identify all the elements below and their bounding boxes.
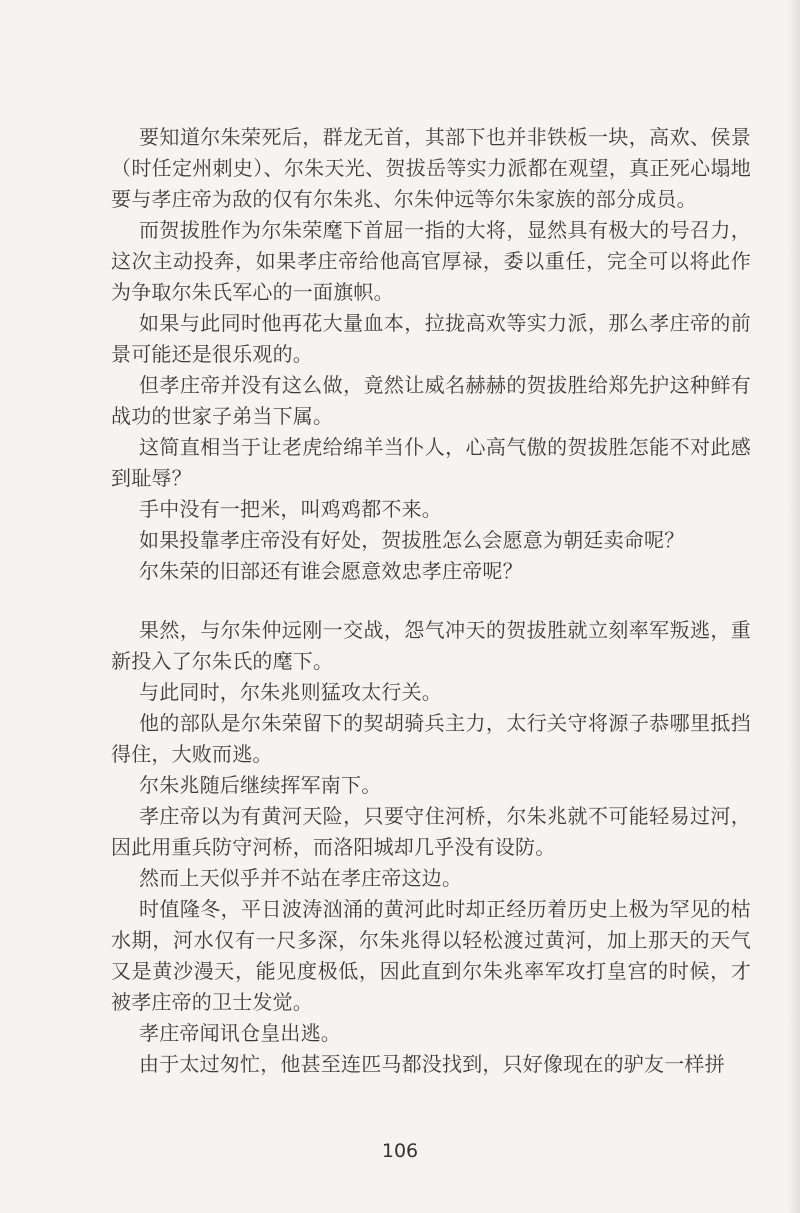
body-text — [111, 122, 751, 1080]
paragraph-6: 手中没有一把米，叫鸡鸡都不来。 — [139, 497, 442, 521]
paragraph-1: 要知道尔朱荣死后，群龙无首，其部下也并非铁板一块，高欢、侯景（时任定州刺史）、尔朱天光、贺拔岳等实力派都在观望，真正死心塌地要与孝庄帝为敌的仅有尔朱兆、尔朱仲远等尔朱家族的部分成员。 — [111, 125, 751, 211]
paragraph-16: 孝庄帝闻讯仓皇出逃。 — [139, 1021, 341, 1045]
paragraph-11: 他的部队是尔朱荣留下的契胡骑兵主力，太行关守将源子恭哪里抵挡得住，大败而逃。 — [111, 711, 751, 766]
paragraph-3: 如果与此同时他再花大量血本，拉拢高欢等实力派，那么孝庄帝的前景可能还是很乐观的。 — [111, 311, 751, 366]
paragraph-10: 与此同时，尔朱兆则猛攻太行关。 — [139, 680, 442, 704]
page-edge-shadow — [786, 0, 800, 1213]
paragraph-13: 孝庄帝以为有黄河天险，只要守住河桥，尔朱兆就不可能轻易过河，因此用重兵防守河桥，而洛阳城却几乎没有设防。 — [111, 804, 751, 859]
paragraph-2: 而贺拔胜作为尔朱荣麾下首屈一指的大将，显然具有极大的号召力，这次主动投奔，如果孝庄帝给他高官厚禄，委以重任，完全可以将此作为争取尔朱氏军心的一面旗帜。 — [111, 218, 751, 304]
paragraph-12: 尔朱兆随后继续挥军南下。 — [139, 773, 382, 797]
paragraph-9: 果然，与尔朱仲远刚一交战，怨气冲天的贺拔胜就立刻率军叛逃，重新投入了尔朱氏的麾下。 — [111, 618, 751, 673]
paragraph-7: 如果投靠孝庄帝没有好处，贺拔胜怎么会愿意为朝廷卖命呢？ — [139, 528, 685, 552]
paragraph-15: 时值隆冬，平日波涛汹涌的黄河此时却正经历着历史上极为罕见的枯水期，河水仅有一尺多深，尔朱兆得以轻松渡过黄河，加上那天的天气又是黄沙漫天，能见度极低，因此直到尔朱兆率军攻打皇宫的时候，才被孝庄帝的卫士发觉。 — [111, 897, 751, 1014]
paragraph-5: 这简直相当于让老虎给绵羊当仆人，心高气傲的贺拔胜怎能不对此感到耻辱？ — [111, 435, 751, 490]
page-number: 106 — [381, 1140, 419, 1162]
paragraph-4: 但孝庄帝并没有这么做，竟然让威名赫赫的贺拔胜给郑先护这种鲜有战功的世家子弟当下属。 — [111, 373, 751, 428]
paragraph-8: 尔朱荣的旧部还有谁会愿意效忠孝庄帝呢？ — [139, 559, 523, 583]
paragraph-14: 然而上天似乎并不站在孝庄帝这边。 — [139, 866, 463, 890]
paragraph-17: 由于太过匆忙，他甚至连匹马都没找到，只好像现在的驴友一样拼 — [139, 1052, 725, 1076]
